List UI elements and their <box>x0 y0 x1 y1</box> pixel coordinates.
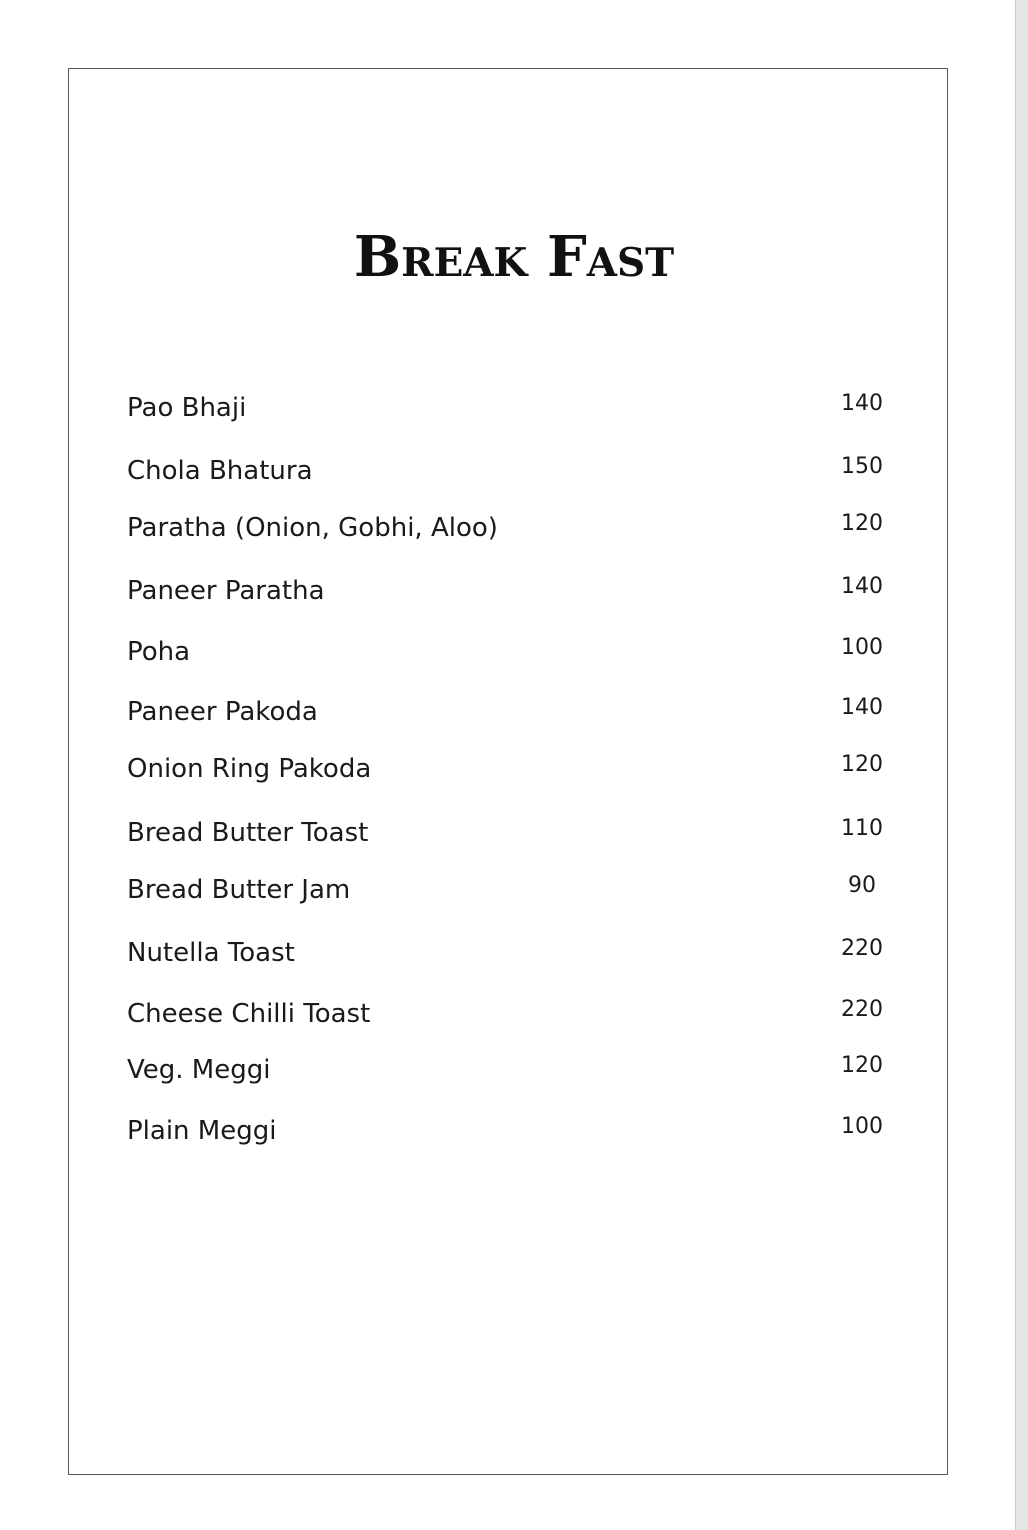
item-price: 150 <box>841 454 883 479</box>
item-price: 220 <box>841 936 883 961</box>
item-name: Veg. Meggi <box>127 1055 271 1085</box>
item-name: Paneer Pakoda <box>127 697 318 727</box>
item-price: 120 <box>841 511 883 536</box>
item-name: Bread Butter Jam <box>127 875 351 905</box>
item-price: 100 <box>841 635 883 660</box>
item-name: Paneer Paratha <box>127 576 325 606</box>
item-name: Paratha (Onion, Gobhi, Aloo) <box>127 513 498 543</box>
menu-item <box>127 453 892 493</box>
item-name: Chola Bhatura <box>127 456 313 486</box>
menu-item <box>127 634 892 674</box>
item-price: 100 <box>841 1114 883 1139</box>
item-name: Bread Butter Toast <box>127 818 369 848</box>
menu-item <box>127 996 892 1036</box>
menu-item <box>127 694 892 734</box>
item-name: Onion Ring Pakoda <box>127 754 372 784</box>
item-price: 140 <box>841 574 883 599</box>
menu-item <box>127 573 892 613</box>
menu-item <box>127 1052 892 1092</box>
item-price: 120 <box>841 1053 883 1078</box>
item-price: 120 <box>841 752 883 777</box>
menu-item <box>127 935 892 975</box>
menu-title: Break Fast <box>353 224 675 290</box>
item-price: 140 <box>841 695 883 720</box>
item-price: 140 <box>841 391 883 416</box>
item-name: Cheese Chilli Toast <box>127 999 371 1029</box>
item-name: Nutella Toast <box>127 938 295 968</box>
menu-item <box>127 815 892 855</box>
menu-item <box>127 1113 892 1153</box>
item-name: Plain Meggi <box>127 1116 277 1146</box>
item-name: Pao Bhaji <box>127 393 247 423</box>
menu-item <box>127 751 892 791</box>
item-price: 220 <box>841 997 883 1022</box>
menu-item <box>127 872 892 912</box>
menu-item <box>127 390 892 430</box>
item-price: 90 <box>848 873 876 898</box>
item-name: Poha <box>127 637 191 667</box>
menu-item <box>127 510 892 550</box>
item-price: 110 <box>841 816 883 841</box>
